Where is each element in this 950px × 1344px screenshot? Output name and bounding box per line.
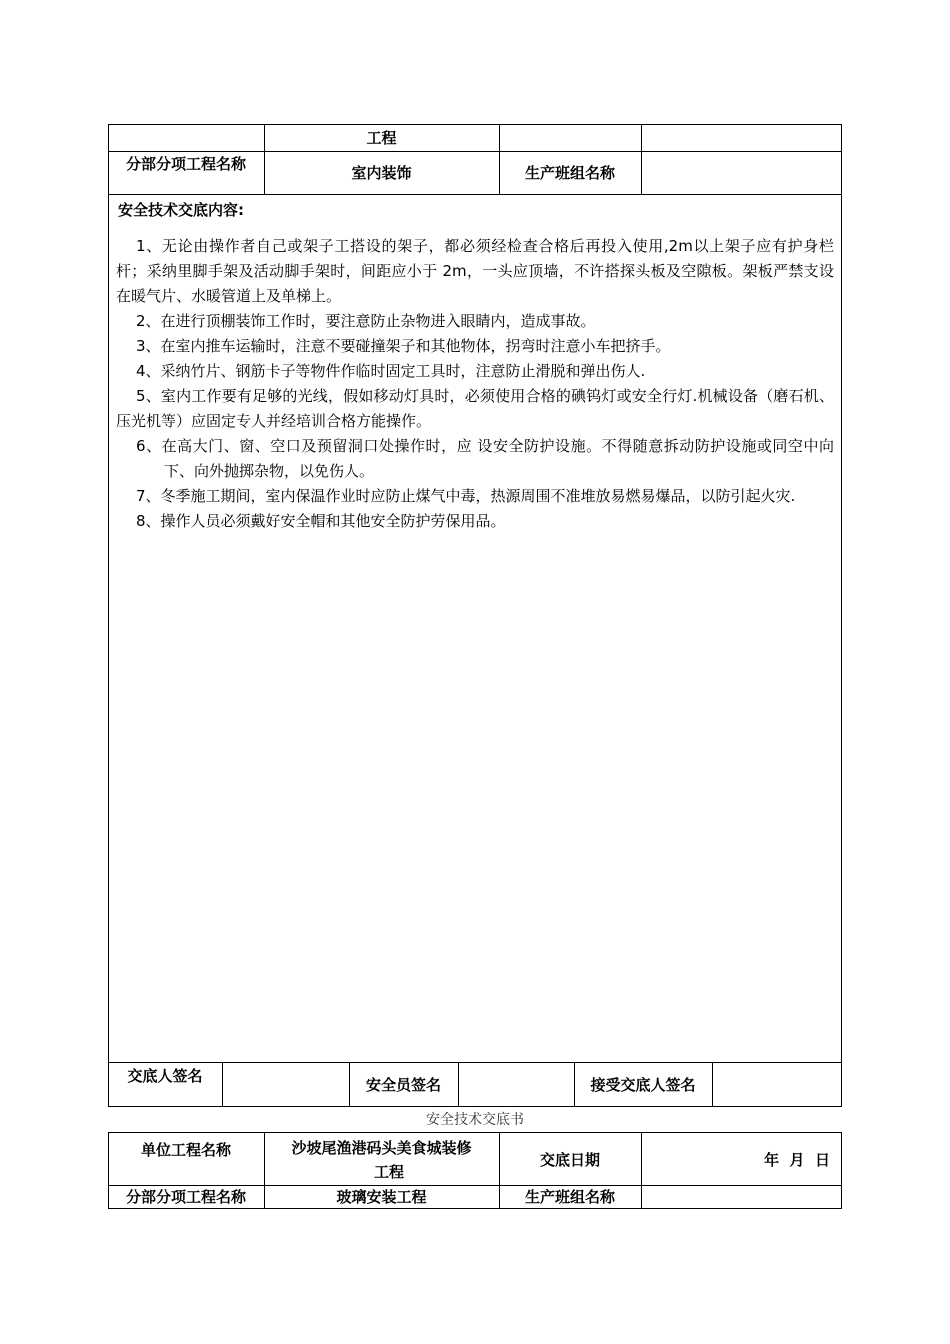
safety-item-1: 1、无论由操作者自己或架子工搭设的架子，都必须经检查合格后再投入使用,2m以上架子应有护身栏杆；采纳里脚手架及活动脚手架时，间距应小于 2m，一头应顶墙，不许搭探头板及空隙板。架板严禁支设在暖气片、水暖管道上及单梯上。 (116, 237, 834, 305)
subproject-name-value: 室内装饰 (351, 164, 412, 182)
document-caption: 安全技术交底书 (426, 1112, 524, 1128)
safety-item-7: 7、冬季施工期间，室内保温作业时应防止煤气中毒，热源周围不准堆放易燃易爆品，以防引起火灾. (136, 487, 796, 505)
disclosure-date-label: 交底日期 (539, 1151, 600, 1169)
safety-item-2: 2、在进行顶棚装饰工作时，要注意防止杂物进入眼睛内，造成事故。 (136, 312, 596, 330)
safety-item-4: 4、采纳竹片、钢筋卡子等物件作临时固定工具时，注意防止滑脱和弹出伤人. (136, 362, 646, 380)
unit-project-name-label: 单位工程名称 (140, 1141, 231, 1159)
safety-officer-signature-label: 安全员签名 (365, 1076, 441, 1094)
unit-project-name-line2: 工程 (373, 1163, 404, 1181)
team-name-label-2: 生产班组名称 (524, 1188, 615, 1206)
unit-project-name-line1: 沙坡尾渔港码头美食城装修 (291, 1139, 472, 1157)
subproject-name-value-2: 玻璃安装工程 (336, 1188, 427, 1206)
subproject-name-label-2: 分部分项工程名称 (125, 1188, 246, 1206)
safety-item-5: 5、室内工作要有足够的光线，假如移动灯具时，必须使用合格的碘钨灯或安全行灯.机械设备（磨石机、压光机等）应固定专人并经培训合格方能操作。 (116, 387, 834, 430)
safety-item-8: 8、操作人员必须戴好安全帽和其他安全防护劳保用品。 (136, 512, 506, 530)
team-name-label: 生产班组名称 (524, 164, 615, 182)
discloser-signature-label: 交底人签名 (127, 1067, 203, 1085)
safety-content-heading: 安全技术交底内容: (118, 201, 244, 219)
safety-item-6: 6、在高大门、窗、空口及预留洞口处操作时，应 设安全防护设施。不得随意拆动防护设施或同空中向下、向外抛掷杂物，以免伤人。 (136, 437, 834, 480)
safety-item-3: 3、在室内推车运输时，注意不要碰撞架子和其他物体，拐弯时注意小车把挤手。 (136, 337, 671, 355)
receiver-signature-label: 接受交底人签名 (590, 1076, 696, 1094)
safety-items-list (116, 234, 834, 534)
subproject-name-label: 分部分项工程名称 (125, 155, 246, 173)
disclosure-date-value: 年 月 日 (764, 1151, 830, 1169)
row1-project-suffix: 工程 (366, 129, 397, 147)
